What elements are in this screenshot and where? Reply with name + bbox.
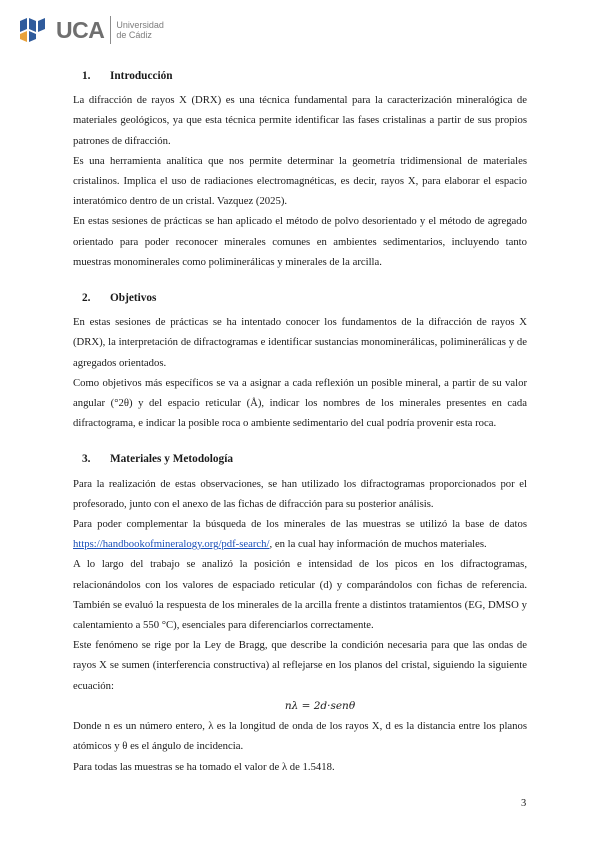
paragraph: La difracción de rayos X (DRX) es una técnica fundamental para la caracterización mineralógica de materiales geológicos, ya que esta técnica permite identificar las fases cristalinas a partir de sus propios patrones de difracción.: [73, 94, 527, 147]
paragraph: Para la realización de estas observaciones, se han utilizado los difractogramas proporcionados por el profesorado, junto con el anexo de las fichas de difracción para su posterior análisis.: [73, 477, 527, 510]
paragraph: Como objetivos más específicos se va a asignar a cada reflexión un posible mineral, a partir de su valor angular (°2θ) y del espacio reticular (Å), indicar los nombres de los minerales presentes en cada difractograma, e indicar la posible roca o ambiente sedimentario del cual podría provenir esta roca.: [73, 376, 527, 430]
university-logo: [18, 14, 164, 46]
bragg-equation: nλ = 2d·senθ: [284, 699, 356, 712]
university-line-1: Universidad: [116, 20, 164, 30]
section-title: Objetivos: [110, 292, 157, 305]
paragraph: A lo largo del trabajo se analizó la posición e intensidad de los picos en los difractogramas, relacionándolos con los valores de espaciado reticular (d) y comparándolos con fichas de referencia. También se evaluó la respuesta de los minerales de la arcilla frente a distintos tratamientos (EG, DMSO y calentamiento a 550 °C), esenciales para diferenciarlos correctamente.: [73, 558, 527, 632]
paragraph: En estas sesiones de prácticas se han aplicado el método de polvo desorientado y el método de agregado orientado para poder reconocer minerales comunes en ambientes sedimentarios, incluyendo tanto muestras monominerales como poliminerálicas y minerales de la arcilla.: [73, 215, 527, 268]
section-heading-intro: [82, 66, 527, 86]
section-title: Materiales y Metodología: [110, 453, 233, 466]
logo-divider: [110, 16, 111, 44]
document-body: [73, 62, 527, 777]
page-number: 3: [521, 798, 527, 809]
section-number: 3.: [82, 453, 91, 466]
paragraph: En estas sesiones de prácticas se ha intentado conocer los fundamentos de la difracción de rayos X (DRX), la interpretación de difractogramas e identificar sustancias monominerálicas, poliminerálicas y de agregados orientados.: [73, 316, 527, 369]
university-line-2: de Cádiz: [116, 30, 152, 40]
section-number: 1.: [82, 70, 91, 82]
paragraph: [73, 514, 527, 554]
section-number: 2.: [82, 292, 91, 305]
paragraph: Donde n es un número entero, λ es la longitud de onda de los rayos X, d es la distancia entre los planos atómicos y θ es el ángulo de incidencia.: [73, 720, 527, 753]
paragraph-text: , en la cual hay información de muchos materiales.: [269, 538, 487, 551]
paragraph: Este fenómeno se rige por la Ley de Bragg, que describe la condición necesaria para que las ondas de rayos X se sumen (interferencia constructiva) al reflejarse en los planos del cristal, siguiendo la siguiente ecuación:: [73, 639, 527, 692]
section-title: Introducción: [110, 70, 173, 82]
uca-emblem-icon: [18, 17, 52, 43]
section-heading-objectives: [82, 288, 527, 308]
paragraph-text: Para poder complementar la búsqueda de los minerales de las muestras se utilizó la base de datos: [73, 518, 527, 531]
section-heading-methods: [82, 449, 527, 469]
paragraph: Es una herramienta analítica que nos permite determinar la geometría tridimensional de materiales cristalinos. Implica el uso de radiaciones electromagnéticas, es decir, rayos X, para elaborar el espacio interatómico dentro de un cristal. Vazquez (2025).: [73, 154, 527, 208]
paragraph: Para todas las muestras se ha tomado el valor de λ de 1.5418.: [73, 760, 335, 773]
logo-wordmark: UCA: [56, 17, 105, 43]
university-name: [116, 20, 164, 40]
database-link[interactable]: https://handbookofmineralogy.org/pdf-search/: [73, 538, 270, 551]
